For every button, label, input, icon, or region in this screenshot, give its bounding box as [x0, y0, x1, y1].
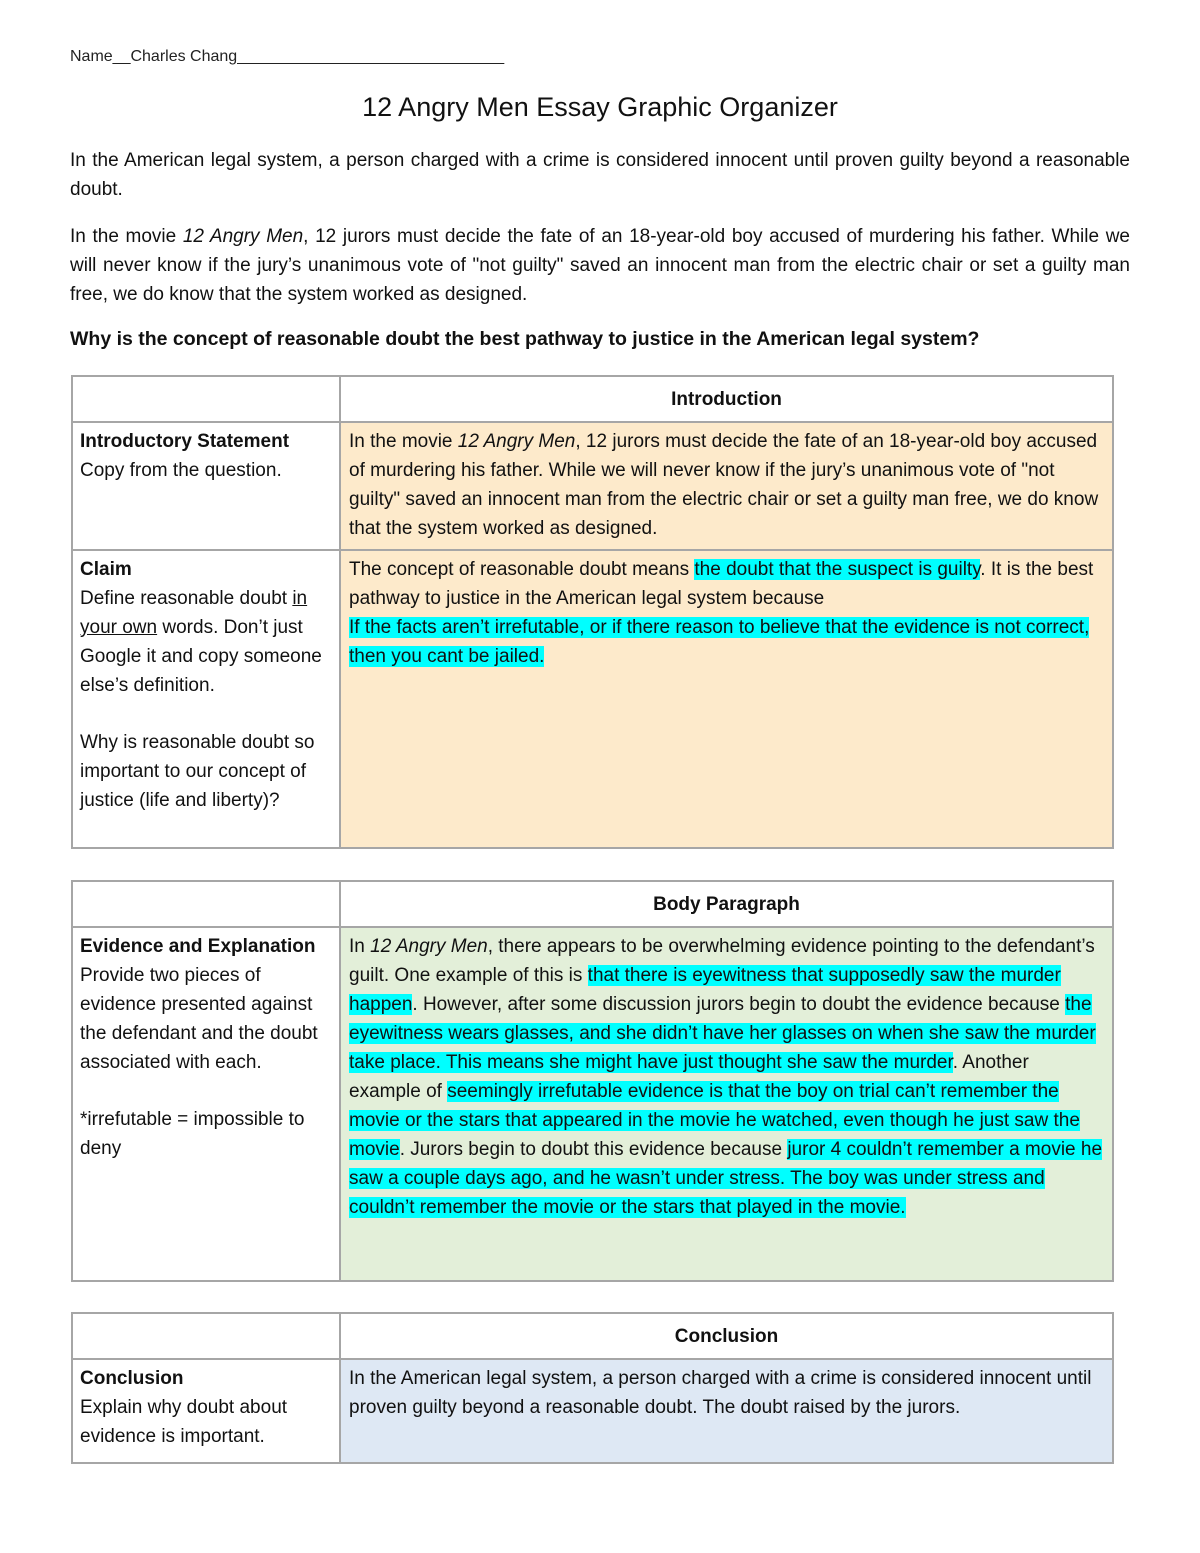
claim-highlight-2: If the facts aren’t irrefutable, or if there reason to believe that the evidence is not correct, then you cant be jailed. [349, 617, 1090, 667]
claim-desc-underline: in your own [80, 588, 308, 638]
conclusion-header: Conclusion [340, 1313, 1113, 1359]
spacer [80, 700, 333, 728]
evidence-row [72, 927, 1113, 1281]
evidence-highlight-2: the eyewitness wears glasses, and she didn’t have her glasses on when she saw the murder take place. This means she might have just thought she saw the murder [349, 994, 1096, 1073]
introductory-statement-row [72, 422, 1113, 550]
header-blank-cell [72, 376, 340, 422]
header-blank-cell [72, 1313, 340, 1359]
introduction-header-row [72, 376, 1113, 422]
evidence-highlight-5: juror 4 couldn’t remember a movie he saw a couple days ago, and he wasn’t under stress. The boy was under stress and couldn’t remember the movie or the stars that played in the movie. [349, 1139, 1103, 1218]
introductory-statement-content[interactable] [340, 422, 1113, 550]
introductory-statement-title: Introductory Statement [80, 431, 290, 452]
movie-title-italic: 12 Angry Men [182, 226, 304, 247]
conclusion-row [72, 1359, 1113, 1463]
intro-paragraph-2 [70, 222, 1130, 309]
evidence-label [72, 927, 340, 1281]
introduction-table [71, 375, 1114, 849]
introduction-header: Introduction [340, 376, 1113, 422]
claim-content[interactable] [340, 550, 1113, 848]
spacer [80, 1077, 333, 1105]
name-line: Name__Charles Chang______________________________ [70, 48, 505, 65]
conclusion-title: Conclusion [80, 1368, 184, 1389]
claim-desc-2: Why is reasonable doubt so important to our concept of justice (life and liberty)? [80, 732, 315, 811]
para2-rest: , 12 jurors must decide the fate of an 18-year-old boy accused of murdering his father. While we will never know if the jury’s unanimous vote of "not guilty" saved an innocent man from the electric chair or set a guilty man free, we do know that the system worked as designed. [70, 226, 1130, 305]
conclusion-header-row [72, 1313, 1113, 1359]
body-paragraph-header: Body Paragraph [340, 881, 1113, 927]
body-header-row [72, 881, 1113, 927]
intro-content-rest: , 12 jurors must decide the fate of an 18-year-old boy accused of murdering his father. While we will never know if the jury’s unanimous vote of "not guilty" saved an innocent man from the electric chair or set a guilty man free, we do know that the system worked as designed. [349, 431, 1099, 539]
evidence-c3: . However, after some discussion jurors begin to doubt the evidence because [412, 994, 1066, 1015]
body-paragraph-table [71, 880, 1114, 1282]
claim-title: Claim [80, 559, 132, 580]
claim-desc-b: words. Don’t just Google it and copy someone else’s definition. [80, 617, 322, 696]
intro-content-italic: 12 Angry Men [457, 431, 576, 452]
evidence-c4: . Another example of [349, 1052, 1029, 1102]
claim-highlight-1: the doubt that the suspect is guilty [694, 559, 981, 580]
evidence-desc: Provide two pieces of evidence presented against the defendant and the doubt associated with each. [80, 965, 318, 1073]
conclusion-label [72, 1359, 340, 1463]
conclusion-content[interactable]: In the American legal system, a person charged with a crime is considered innocent until proven guilty beyond a reasonable doubt. The doubt raised by the jurors. [340, 1359, 1113, 1463]
irrefutable-note: *irrefutable = impossible to deny [80, 1109, 305, 1159]
claim-content-a: The concept of reasonable doubt means [349, 559, 695, 580]
claim-desc-a: Define reasonable doubt [80, 588, 293, 609]
claim-label [72, 550, 340, 848]
introductory-statement-desc: Copy from the question. [80, 460, 282, 481]
evidence-c1: In [349, 936, 371, 957]
intro-paragraph-1: In the American legal system, a person charged with a crime is considered innocent until proven guilty beyond a reasonable doubt. [70, 150, 1130, 200]
evidence-highlight-1: that there is eyewitness that supposedly saw the murder happen [349, 965, 1061, 1015]
conclusion-table [71, 1312, 1114, 1464]
evidence-highlight-4: that the boy on trial can’t remember the movie or the stars that appeared in the movie he watched, even though he just saw the movie [349, 1081, 1080, 1160]
evidence-content[interactable] [340, 927, 1113, 1281]
claim-content-b: . It is the best pathway to justice in the American legal system because [349, 559, 1094, 609]
evidence-c5: . Jurors begin to doubt this evidence because [399, 1139, 788, 1160]
intro-content-prefix: In the movie [349, 431, 458, 452]
essay-question: Why is the concept of reasonable doubt the best pathway to justice in the American legal system? [70, 328, 980, 350]
claim-row [72, 550, 1113, 848]
evidence-highlight-3: seemingly irrefutable evidence is [447, 1081, 729, 1102]
evidence-title: Evidence and Explanation [80, 936, 316, 957]
conclusion-desc: Explain why doubt about evidence is important. [80, 1397, 288, 1447]
evidence-movie-italic: 12 Angry Men [370, 936, 488, 957]
introductory-statement-label [72, 422, 340, 550]
para2-prefix: In the movie [70, 226, 183, 247]
header-blank-cell [72, 881, 340, 927]
page-title: 12 Angry Men Essay Graphic Organizer [362, 92, 838, 122]
evidence-c2: , there appears to be overwhelming evidence pointing to the defendant’s guilt. One example of this is [349, 936, 1095, 986]
